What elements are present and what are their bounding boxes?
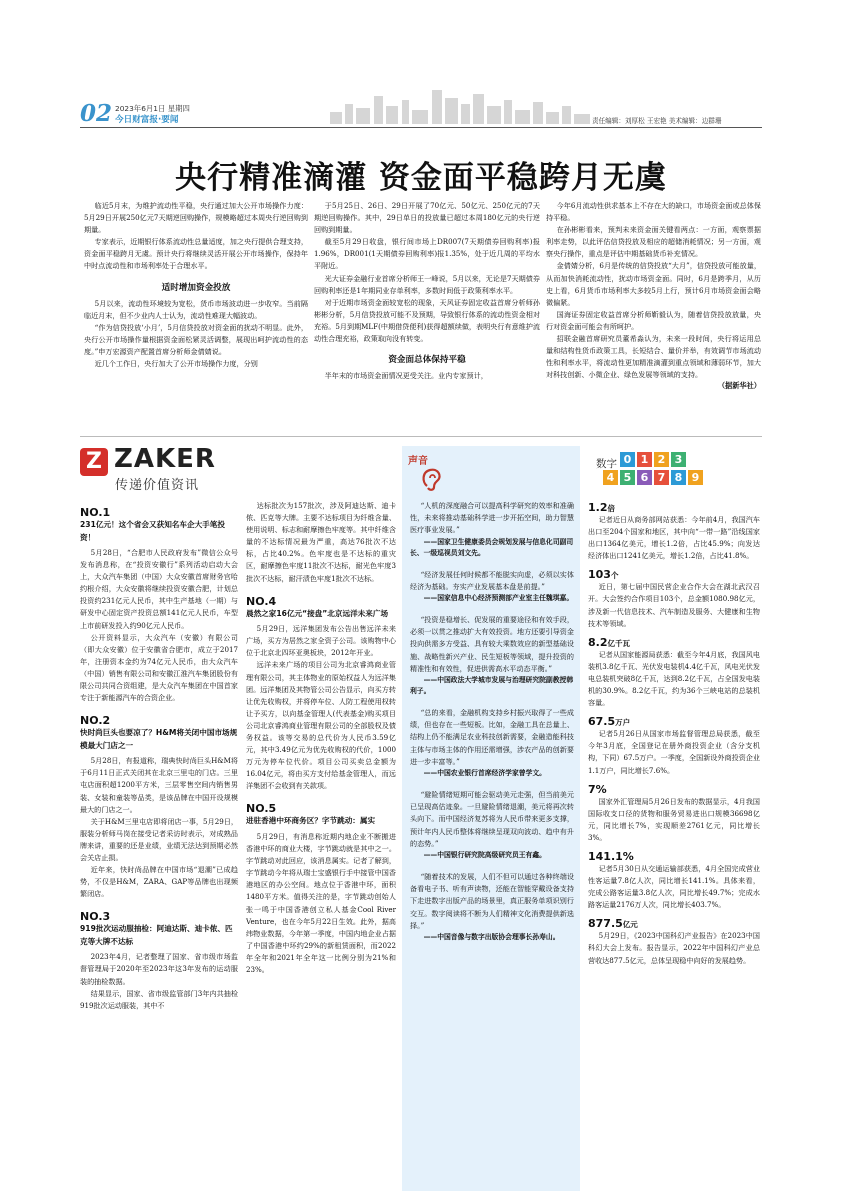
section-subheading: 适时增加资金投放 bbox=[161, 282, 231, 293]
stat-number: 877.5亿元 bbox=[588, 917, 638, 931]
news-paragraph: 2023年4月，记者整理了国家、省市级市场监督管理局于2020年至2023年这3年发布的运动服装的抽检数据。 bbox=[80, 952, 238, 986]
page-number: 02 bbox=[80, 100, 113, 127]
news-paragraph: 结果显示，国家、省市级监管部门3年内共抽检919批次运动服装，其中不 bbox=[80, 988, 238, 1010]
news-title: 919批次运动服抽检：阿迪达斯、迪卡侬、匹克等大牌不达标 bbox=[80, 924, 233, 946]
news-paragraph: 远洋未来广场的项目公司为北京睿鸿商业管理有限公司，其主体物业的原始权益人为远洋集团。远洋集团及其物管公司公告显示，向买方转让优先收购权，并将停车位、人防工程使用权转让予买方，以向基金管理人(代表基金)购买项目公司北京睿鸿商业管理有限公司的全部股权及债务权益。该等交易的总代价为人民币3.59亿元，其中3.49亿元为优先收购权的代价，1000万元为停车位代价。项目公司买卖总金额为16.04亿元，将由买方支付给基金管理人，而远洋集团不会收到有关款项。 bbox=[246, 660, 396, 791]
digit-block: 5 bbox=[620, 470, 635, 485]
article-paragraph: 光大证券金融行业首席分析师王一峰说，5月以来，无论是7天期债券回购利率还是1年期同业存单利率，多数时间低于政策利率水平。 bbox=[314, 273, 540, 295]
quote-source: ——中国银行研究院高级研究员王有鑫。 bbox=[423, 851, 546, 860]
article-column-3 bbox=[546, 200, 761, 391]
numbers-heading: 数字 bbox=[596, 458, 617, 470]
article-column-1 bbox=[84, 200, 308, 370]
news-paragraph: 5月29日，远洋集团发布公告出售远洋未来广场，买方为居然之家全资子公司。该购物中心位于北京北四环亚奥板块，2012年开业。 bbox=[246, 624, 396, 658]
news-number: NO.3 bbox=[80, 910, 111, 924]
quote-source: ——国家信息中心经济预测部产业室主任魏琪嘉。 bbox=[423, 594, 574, 603]
skyline-graphic bbox=[320, 86, 600, 124]
quote-source: ——中国政法大学城市发展与治理研究院副教授韩利子。 bbox=[410, 676, 574, 696]
header-rule bbox=[80, 127, 762, 128]
news-paragraph: 达标批次为157批次，涉及阿迪达斯、迪卡侬、匹克等大牌。主要不达标项目为纤维含量、使用说明、标志和耐摩擦色牢度等。其中纤维含量的不达标情况最为严重，高达76批次不达标，占比40.2%。色牢度也是不达标的重灾区，耐摩擦色牢度11批次不达标，耐光色牢度3批次不达标，耐汗渍色牢度1批次不达标。 bbox=[246, 501, 396, 583]
news-title: 晨然之家16亿元“接盘”北京远洋未来广场 bbox=[246, 608, 389, 618]
voices-heading: 声音 bbox=[408, 456, 428, 467]
stat-number: 67.5万户 bbox=[588, 715, 631, 729]
article-paragraph: 于5月25日、26日、29日开展了70亿元、50亿元、250亿元的7天期逆回购操作。其中，29日单日的投放量已超过本周180亿元的央行逆回购到期量。 bbox=[314, 201, 540, 235]
article-paragraph: 半年末的市场资金面情况更受关注。业内专家预计， bbox=[324, 371, 488, 381]
news-paragraph: 5月28日，有报道称，瑞典快时尚巨头H&M将于6月11日正式关闭其在北京三里屯的门店。三里屯店面积超1200平方米，三层零售空间内销售男装、女装和童装等品类，是该品牌在中国开设规模最大的门店之一。 bbox=[80, 756, 238, 814]
article-paragraph: 在孙彬彬看来，预判未来资金面关键看两点：一方面，观察票据利率走势，以此评估信贷投放及相应的超储消耗情况；另一方面，观察央行操作，重点是评估中期基础货币补充情况。 bbox=[546, 225, 761, 259]
stat-number: 103个 bbox=[588, 568, 619, 582]
news-title: 快时尚巨头也要凉了？H&M将关闭中国市场规模最大门店之一 bbox=[80, 728, 238, 750]
quote-text: “人机的深度融合可以提高科学研究的效率和准确性，未来将推动基础科学进一步开拓空间，助力智慧医疗事业发展。” bbox=[410, 501, 574, 535]
quote-text: “经济发展任何时候都不能脱实向虚，必须以实体经济为基础。夯实产业发展基本盘是前提。” bbox=[410, 569, 574, 591]
stat-number: 8.2亿千瓦 bbox=[588, 635, 630, 649]
article-paragraph: 金倩婧分析，6月是传统的信贷投放“大月”，信贷投放可能放量，从而加快消耗流动性，扰动市场资金面。同时，6月是跨季月，从历史上看，6月货币市场利率大多较5月上行，预计6月市场资金面会略微偏紧。 bbox=[546, 261, 761, 307]
stat-text: 记者从国家能源局获悉：截至今年4月底，我国风电装机3.8亿千瓦、光伏发电装机4.4亿千瓦，风电光伏发电总装机突破8亿千瓦，达到8.2亿千瓦，占全国发电装机的30.9%。8.2亿千瓦，约为36个三峡电站的总装机容量。 bbox=[588, 649, 760, 708]
news-title: 进驻香港中环商务区？字节跳动：属实 bbox=[246, 816, 376, 826]
article-paragraph: “作为信贷投放‘小月’，5月信贷投放对资金面的扰动不明显。此外，央行公开市场操作量根据资金面松紧灵活调整，展现出呵护流动性的态度。”申万宏源资产配置首席分析师金倩婧说。 bbox=[84, 322, 308, 356]
news-paragraph: 关于H&M三里屯店即将闭店一事，5月29日，服装分析师马岗在接受记者采访时表示，对成熟品牌来讲，重要的还是业绩，业绩无法达到预期必然会关店止损。 bbox=[80, 816, 238, 862]
stat-number: 141.1% bbox=[588, 849, 634, 863]
news-title: 231亿元！这个省会又获知名车企大手笔投资！ bbox=[80, 520, 225, 542]
stat-text: 近日，第七届中国民营企业合作大会在湖北武汉召开。大会签约合作项目103个，总金额1080.98亿元，涉及新一代信息技术、汽车制造及服务、大健康和生物技术等领域。 bbox=[588, 582, 760, 628]
quote-source: ——中国农业银行首席经济学家曾学文。 bbox=[423, 769, 546, 778]
news-paragraph: 公开资料显示，大众汽车（安徽）有限公司（即大众安徽）位于安徽省合肥市，成立于2017年，注册资本金约为74亿元人民币，由大众汽车（中国）销售有限公司和安徽江淮汽车集团股份有限公司共同合资组建，是大众汽车集团在中国首家专注于新能源汽车的合资企业。 bbox=[80, 632, 238, 703]
digit-block: 1 bbox=[637, 452, 652, 467]
digit-block: 2 bbox=[654, 452, 669, 467]
digit-block: 7 bbox=[654, 470, 669, 485]
stat-text: 国家外汇管理局5月26日发布的数据显示，4月我国国际收支口径的货物和服务贸易进出口规模36698亿元，同比增长7%，实现顺差2761亿元，同比增长3%。 bbox=[588, 796, 760, 842]
news-paragraph: 5月29日，有消息称近期内地企业不断搬进香港中环的商业大楼，字节跳动就是其中之一。字节跳动对此回应，该消息属实。记者了解到，字节跳动今年将从瑞士宝盛银行手中接管中国香港地区的办公空间。地点位于香港中环，面积1480平方米。值得关注的是，字节跳动创始人张一鸣于中国香港创立私人基金Cool River Venture，也在今年5月22日生效。此外，据高纬物业数据，今年第一季度，中国内地企业占据了中国香港中环约29%的新租赁面积，而2022年全年和2021年全年这一比例分别为21%和23%。 bbox=[246, 831, 396, 974]
stat-text: 记者近日从商务部网站获悉：今年前4月，我国汽车出口至204个国家和地区，其中向“一带一路”沿线国家出口1364亿美元，增长1.2倍，占比45.9%；向发达经济体出口1241亿美元，增长1.2倍，占比41.8%。 bbox=[588, 515, 760, 561]
quote-text: “总的来看，金融机构支持乡村振兴取得了一些成绩，但也存在一些短板。比如，金融工具在总量上、结构上仍不能满足农业科技创新需要，金融造能科技主体与市场主体的作用还需增强，涉农产品的创新要进一步丰富等。” bbox=[410, 708, 574, 766]
digit-block: 6 bbox=[637, 470, 652, 485]
issue-date: 2023年6月1日 星期四 bbox=[115, 104, 190, 113]
stat-text: 记者5月26日从国家市场监督管理总局获悉，截至今年3月底，全国登记在册外商投资企业（含分支机构，下同）67.5万户。一季度，全国新设外商投资企业1.1万户，同比增长7.6%。 bbox=[588, 729, 760, 775]
article-paragraph: 专家表示，近期银行体系流动性总量适度，加之央行提供合理支持，资金面平稳跨月无虞。预计央行将继续灵活开展公开市场操作，保持年中时点流动性和市场利率处于合理水平。 bbox=[84, 237, 308, 271]
article-paragraph: 截至5月29日收盘，银行间市场上DR007(7天期债券回购利率)报1.96%，DR001(1天期债券回购利率)报1.35%，处于近几周的平均水平附近。 bbox=[314, 237, 540, 271]
stat-number: 7% bbox=[588, 782, 607, 796]
digit-block: 0 bbox=[620, 452, 635, 467]
news-number: NO.5 bbox=[246, 802, 277, 816]
voices-list bbox=[410, 500, 574, 953]
stat-text: 记者5月30日从交通运输部获悉，4月全国完成营业性客运量7.8亿人次，同比增长141.1%。具体来看，完成公路客运量3.8亿人次，同比增长49.7%；完成水路客运量2176万人次，同比增长403.7%。 bbox=[588, 863, 760, 910]
quote-source: ——中国音像与数字出版协会理事长孙寿山。 bbox=[423, 933, 560, 942]
article-source: （据新华社） bbox=[717, 381, 761, 391]
page-title: 央行精准滴灌 资金面平稳跨月无虞 bbox=[175, 160, 667, 196]
section-name: 今日财富报·要闻 bbox=[115, 115, 179, 125]
stat-number: 1.2倍 bbox=[588, 501, 615, 514]
news-number: NO.1 bbox=[80, 506, 111, 519]
article-paragraph: 对于近期市场资金面较宽松的现象，天风证券固定收益首席分析师孙彬彬分析，5月信贷投放可能不及预期，导致银行体系的流动性资金相对充裕。5月到期MLF(中期借贷便利)获得超额续做，表明央行有意维护流动性合理充裕，政策取向没有转变。 bbox=[314, 297, 540, 344]
article-paragraph: 临近5月末，为维护流动性平稳，央行通过加大公开市场操作力度：5月29日开展250亿元7天期逆回购操作，规模略超过本周央行逆回购到期量。 bbox=[84, 201, 308, 235]
section-divider bbox=[80, 436, 762, 437]
quote-text: “投资是稳增长、促发展的重要途径和有效手段，必须一以贯之推动扩大有效投资。地方还要引导资金投向供需多方受益、具有较大乘数效应的新型基础设施、战略性新兴产业、民生短板等领域，提升投资的精准性和有效性，促进供需高水平动态平衡。” bbox=[410, 615, 574, 673]
quote-text: “避险情绪短期可能会驱动美元走强，但当前美元已呈现高估迹象。一旦避险情绪退潮，美元将再次转头向下。而中国经济复苏将为人民币带来更多支撑，预计年内人民币整体将继续呈现双向波动、趋中有升的态势。” bbox=[410, 790, 574, 848]
digit-block: 8 bbox=[671, 470, 686, 485]
quote-text: “随着技术的发展，人们不但可以通过各种终端设备看电子书、听有声读物，还能在智能穿戴设备支持下走进数字出版产品的场景里，真正服务单项识别行交互。数字阅读将不断为人们精神文化消费提供新选择。” bbox=[410, 872, 574, 930]
digit-block: 4 bbox=[603, 470, 618, 485]
digit-block: 9 bbox=[688, 470, 703, 485]
article-column-2 bbox=[314, 200, 540, 382]
news-column-b bbox=[246, 500, 396, 976]
ear-icon bbox=[418, 466, 446, 492]
digit-block: 3 bbox=[671, 452, 686, 467]
news-number: NO.2 bbox=[80, 714, 111, 728]
news-paragraph: 5月28日，“合肥市人民政府发布”微信公众号发布消息称，在“投资安徽行”系列活动启动大会上，大众汽车集团（中国）大众安徽首席财务官哈约根介绍，大众安徽将继续投资安徽合肥，计划总投资约231亿元人民币，其中生产基地（一期）与研发中心固定资产投资总额141亿元人民币，车型上市前研发投入约90亿元人民币。 bbox=[80, 548, 238, 630]
article-paragraph: 5月以来，流动性环境较为宽松，货币市场波动进一步收窄。当前隔临近月末，但不少业内人士认为，流动性难现大幅波动。 bbox=[84, 298, 308, 320]
quote-source: ——国家卫生健康委员会规划发展与信息化司副司长、一级巡视员刘文先。 bbox=[410, 537, 574, 557]
article-paragraph: 今年6月流动性供求基本上不存在大的缺口，市场资金面或总体保持平稳。 bbox=[546, 201, 761, 223]
zaker-slogan: 传递价值资讯 bbox=[115, 478, 200, 493]
zaker-name: ZAKER bbox=[114, 444, 216, 474]
section-subheading: 资金面总体保持平稳 bbox=[388, 355, 466, 366]
news-column-a bbox=[80, 500, 238, 1012]
zaker-logo-icon: Z bbox=[80, 448, 108, 476]
article-paragraph: 近几个工作日，央行加大了公开市场操作力度，分别 bbox=[94, 359, 258, 369]
editor-credits: 责任编辑：刘厚松 王宏艳 美术编辑：边群珊 bbox=[592, 117, 722, 125]
numbers-list bbox=[588, 495, 760, 967]
news-paragraph: 近年来，快时尚品牌在中国市场“退潮”已成趋势，不仅是H&M，ZARA、GAP等品牌也出现频繁闭店。 bbox=[80, 865, 238, 899]
article-paragraph: 国海证券固定收益首席分析师靳毅认为，随着信贷投放放量，央行对资金面可能会有所呵护。 bbox=[546, 309, 761, 331]
news-number: NO.4 bbox=[246, 594, 277, 608]
stat-text: 5月29日，《2023中国科幻产业报告》在2023中国科幻大会上发布。报告显示，2022年中国科幻产业总营收达877.5亿元，总体呈现稳中向好的发展趋势。 bbox=[588, 931, 760, 965]
article-paragraph: 招联金融首席研究员董希淼认为，未来一段时间，央行将运用总量和结构性货币政策工具，长短结合、量价并举，有效调节市场流动性和利率水平，将流动性更加精准滴灌到重点领域和薄弱环节，加大对科技创新、小微企业、绿色发展等领域的支持。 bbox=[546, 334, 761, 380]
